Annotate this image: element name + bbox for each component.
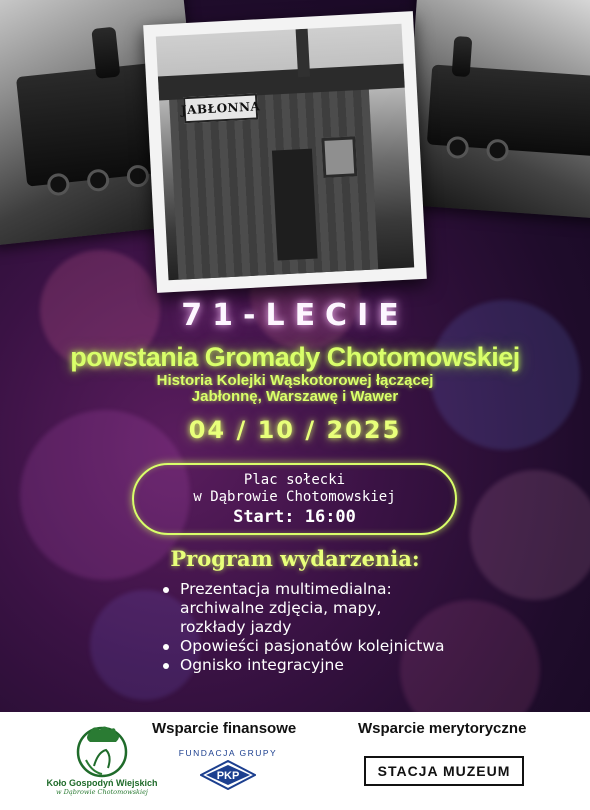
locomotive-chimney [91, 27, 120, 79]
event-date: 04 / 10 / 2025 [188, 416, 402, 444]
bokeh-light [470, 470, 590, 600]
station-photo-image [156, 24, 414, 281]
station-photo [143, 11, 427, 293]
kgw-emblem-icon [72, 722, 132, 778]
start-time: Start: 16:00 [233, 507, 356, 527]
stacja-muzeum-logo: STACJA MUZEUM [364, 756, 524, 786]
station-window [321, 136, 357, 178]
anniversary-title: 71-LECIE [181, 298, 409, 333]
merit-support-label: Wsparcie merytoryczne [358, 720, 527, 737]
kgw-subtitle: w Dąbrowie Chotomowskiej [56, 788, 148, 796]
program-title: Program wydarzenia: [170, 546, 420, 571]
pkp-logo-icon [200, 760, 256, 790]
kgw-logo [46, 722, 158, 808]
pkp-text: PKP [216, 770, 240, 782]
history-line: Jabłonnę, Warszawę i Wawer [191, 388, 399, 405]
wheel [446, 136, 469, 159]
station-sign: JABŁONNA [183, 93, 258, 123]
history-line: Historia Kolejki Wąskotorowej łączącej [156, 372, 434, 389]
venue-box [132, 463, 457, 535]
finance-support-label: Wsparcie finansowe [152, 720, 297, 737]
locomotive-chimney [452, 36, 473, 77]
venue-line: w Dąbrowie Chotomowskiej [193, 489, 396, 505]
program-item: Prezentacja multimedialna: archiwalne zdjęcia, mapy, rozkłady jazdy [160, 580, 450, 637]
program-item: Opowieści pasjonatów kolejnictwa [160, 637, 450, 656]
station-door [272, 149, 318, 261]
station-chimney [296, 29, 310, 78]
kgw-name: Koło Gospodyń Wiejskich [46, 778, 158, 788]
locomotive-photo-right [403, 0, 590, 219]
program-list [160, 580, 450, 675]
venue-line: Plac sołecki [243, 472, 346, 488]
wheel [486, 139, 509, 162]
event-subtitle: powstania Gromady Chotomowskiej [70, 342, 520, 372]
fundacja-label: FUNDACJA GRUPY [178, 748, 278, 758]
history-text [0, 373, 590, 405]
program-item: Ognisko integracyjne [160, 656, 450, 675]
